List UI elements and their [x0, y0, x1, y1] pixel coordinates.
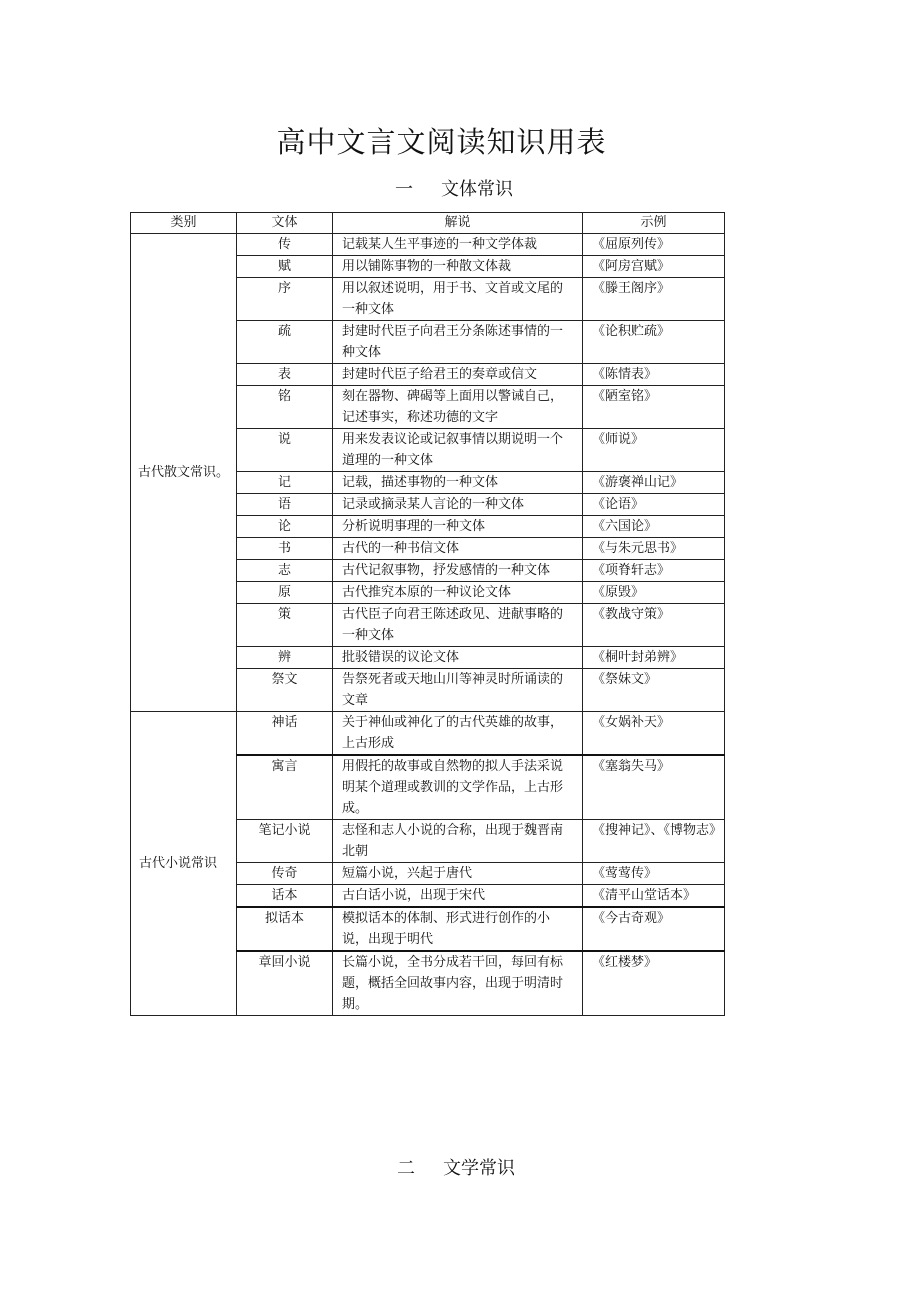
example-cell: 《游褒禅山记》 [583, 472, 725, 494]
example-cell: 《陋室铭》 [583, 386, 725, 429]
section-number: 一 [395, 179, 413, 200]
genre-cell: 策 [237, 604, 333, 647]
genre-cell: 传奇 [237, 863, 333, 885]
example-cell: 《女娲补天》 [583, 712, 725, 756]
genre-cell: 书 [237, 538, 333, 560]
example-cell: 《桐叶封弟辨》 [583, 647, 725, 669]
example-cell: 《塞翁失马》 [583, 755, 725, 820]
table-header-row [131, 213, 725, 234]
description-cell: 长篇小说，全书分成若干回，每回有标题，概括全回故事内容，出现于明清时期。 [333, 951, 583, 1016]
genre-cell: 说 [237, 429, 333, 472]
example-cell: 《教战守策》 [583, 604, 725, 647]
example-cell: 《论语》 [583, 494, 725, 516]
genre-cell: 赋 [237, 256, 333, 278]
description-cell: 用以叙述说明，用于书、文首或文尾的一种文体 [333, 278, 583, 321]
category-cell: 古代散文常识。 [131, 234, 237, 712]
header-category: 类别 [131, 213, 237, 234]
genre-cell: 铭 [237, 386, 333, 429]
example-cell: 《陈情表》 [583, 364, 725, 386]
example-cell: 《红楼梦》 [583, 951, 725, 1016]
example-cell: 《搜神记》、《博物志》 [583, 820, 725, 863]
description-cell: 古代记叙事物，抒发感情的一种文体 [333, 560, 583, 582]
example-cell: 《屈原列传》 [583, 234, 725, 256]
description-cell: 古代的一种书信文体 [333, 538, 583, 560]
page-title: 高中文言文阅读知识用表 [276, 125, 607, 159]
example-cell: 《项脊轩志》 [583, 560, 725, 582]
description-cell: 封建时代臣子向君王分条陈述事情的一种文体 [333, 321, 583, 364]
description-cell: 刻在器物、碑碣等上面用以警诫自己，记述事实，称述功德的文字 [333, 386, 583, 429]
description-cell: 古代推究本原的一种议论文体 [333, 582, 583, 604]
description-cell: 古白话小说，出现于宋代 [333, 885, 583, 908]
section-label: 文体常识 [441, 179, 513, 200]
section-label: 文学常识 [443, 1158, 515, 1179]
header-description: 解说 [333, 213, 583, 234]
genre-cell: 志 [237, 560, 333, 582]
example-cell: 《阿房宫赋》 [583, 256, 725, 278]
genre-cell: 记 [237, 472, 333, 494]
description-cell: 告祭死者或天地山川等神灵时所诵读的文章 [333, 669, 583, 712]
genre-cell: 拟话本 [237, 907, 333, 951]
genre-cell: 论 [237, 516, 333, 538]
section-heading-2 [0, 1154, 916, 1180]
genre-table [130, 212, 725, 1016]
genre-cell: 原 [237, 582, 333, 604]
genre-cell: 寓言 [237, 755, 333, 820]
genre-cell: 章回小说 [237, 951, 333, 1016]
description-cell: 分析说明事理的一种文体 [333, 516, 583, 538]
genre-cell: 神话 [237, 712, 333, 756]
description-cell: 用以铺陈事物的一种散文体裁 [333, 256, 583, 278]
description-cell: 封建时代臣子给君王的奏章或信文 [333, 364, 583, 386]
example-cell: 《祭妹文》 [583, 669, 725, 712]
description-cell: 关于神仙或神化了的古代英雄的故事，上古形成 [333, 712, 583, 756]
genre-cell: 辨 [237, 647, 333, 669]
header-example: 示例 [583, 213, 725, 234]
example-cell: 《今古奇观》 [583, 907, 725, 951]
example-cell: 《师说》 [583, 429, 725, 472]
genre-cell: 疏 [237, 321, 333, 364]
description-cell: 记录或摘录某人言论的一种文体 [333, 494, 583, 516]
category-cell: 古代小说常识 [131, 712, 237, 1016]
genre-cell: 表 [237, 364, 333, 386]
example-cell: 《与朱元思书》 [583, 538, 725, 560]
description-cell: 古代臣子向君王陈述政见、进献事略的一种文体 [333, 604, 583, 647]
section-heading-1 [0, 175, 914, 201]
genre-cell: 话本 [237, 885, 333, 908]
description-cell: 短篇小说，兴起于唐代 [333, 863, 583, 885]
table-row [131, 234, 725, 256]
genre-cell: 传 [237, 234, 333, 256]
table-row [131, 712, 725, 756]
description-cell: 模拟话本的体制、形式进行创作的小说，出现于明代 [333, 907, 583, 951]
genre-cell: 祭文 [237, 669, 333, 712]
genre-cell: 笔记小说 [237, 820, 333, 863]
example-cell: 《论积贮疏》 [583, 321, 725, 364]
description-cell: 志怪和志人小说的合称，出现于魏晋南北朝 [333, 820, 583, 863]
description-cell: 用来发表议论或记叙事情以期说明一个道理的一种文体 [333, 429, 583, 472]
table-body [131, 234, 725, 1016]
header-genre: 文体 [237, 213, 333, 234]
description-cell: 批驳错误的议论文体 [333, 647, 583, 669]
example-cell: 《六国论》 [583, 516, 725, 538]
genre-cell: 语 [237, 494, 333, 516]
description-cell: 用假托的故事或自然物的拟人手法采说明某个道理或教训的文学作品，上古形成。 [333, 755, 583, 820]
example-cell: 《莺莺传》 [583, 863, 725, 885]
example-cell: 《滕王阁序》 [583, 278, 725, 321]
example-cell: 《原毁》 [583, 582, 725, 604]
example-cell: 《清平山堂话本》 [583, 885, 725, 908]
description-cell: 记载某人生平事迹的一种文学体裁 [333, 234, 583, 256]
section-number: 二 [397, 1158, 415, 1179]
description-cell: 记载，描述事物的一种文体 [333, 472, 583, 494]
genre-cell: 序 [237, 278, 333, 321]
